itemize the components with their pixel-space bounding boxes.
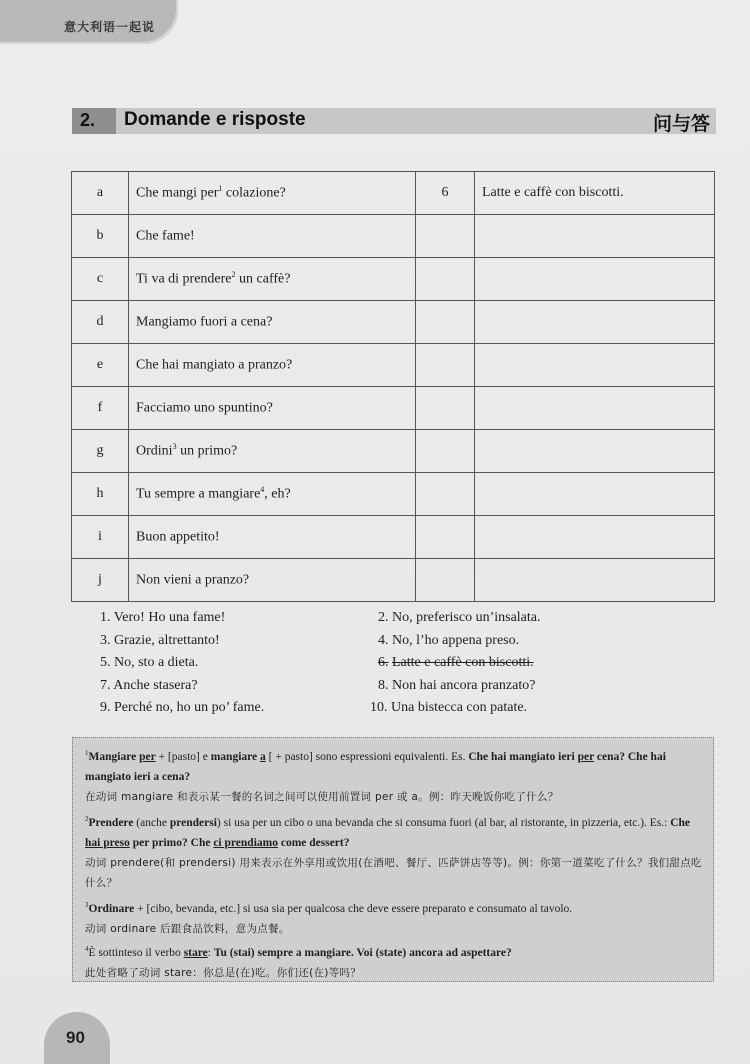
row-question: Mangiamo fuori a cena? <box>129 301 416 344</box>
row-answer-text[interactable] <box>475 430 715 473</box>
row-answer-number[interactable] <box>416 430 475 473</box>
answer-option: 9. Perché no, ho un po’ fame. <box>100 700 265 715</box>
question-answer-table <box>71 171 715 602</box>
row-letter: f <box>72 387 129 430</box>
running-header-tab <box>0 0 178 44</box>
row-answer-text[interactable] <box>475 344 715 387</box>
answer-option: 3. Grazie, altrettanto! <box>100 632 220 648</box>
answer-option: 7. Anche stasera? <box>100 677 198 693</box>
row-letter: e <box>72 344 129 387</box>
table-row <box>72 344 715 387</box>
row-answer-number[interactable] <box>416 215 475 258</box>
table-row <box>72 387 715 430</box>
answer-option: 10. Una bistecca con patate. <box>370 700 528 715</box>
section-title: Domande e risposte <box>124 109 306 130</box>
row-question: Facciamo uno spuntino? <box>129 387 416 430</box>
note-4-chinese: 此处省略了动词 stare：你总是(在)吃。你们还(在)等吗？ <box>85 966 362 979</box>
table-row <box>72 301 715 344</box>
note-1-chinese: 在动词 mangiare 和表示某一餐的名词之间可以使用前置词 per 或 a。例：昨天晚饭你吃了什么？ <box>85 790 559 803</box>
grammar-notes-box <box>72 737 714 982</box>
footnote-mark: 4 <box>260 485 265 495</box>
row-question: Buon appetito! <box>129 516 416 559</box>
row-answer-number[interactable]: 6 <box>416 172 475 215</box>
note-3: $^3$Ordinare + [cibo, bevanda, etc.] si usa sia per qualcosa che deve essere preparato e consumato al tavolo. 动词 ordinare 后跟食品饮料，意为点餐。 <box>85 895 705 939</box>
row-answer-number[interactable] <box>416 344 475 387</box>
answer-option: 5. No, sto a dieta. <box>100 655 199 670</box>
row-letter: j <box>72 559 129 602</box>
row-question: Che fame! <box>129 215 416 258</box>
row-question: Che hai mangiato a pranzo? <box>129 344 416 387</box>
answer-option: 4. No, l’ho appena preso. <box>378 632 520 648</box>
table-row <box>72 430 715 473</box>
row-letter: c <box>72 258 129 301</box>
row-question: Ti va di prendere$^2$ un caffè? <box>129 258 416 301</box>
note-4: $^4$È sottinteso il verbo stare: Tu (stai) sempre a mangiare. Voi (state) ancora ad aspettare? 此处省略了动词 stare：你总是(在)吃。你们还(在)等吗？ <box>85 939 705 983</box>
row-answer-number[interactable] <box>416 559 475 602</box>
answer-option: 6. Latte e caffè con biscotti. <box>378 655 534 670</box>
row-letter: d <box>72 301 129 344</box>
footnote-mark: 2 <box>231 270 236 280</box>
section-title-chinese: 问与答 <box>652 113 710 135</box>
row-answer-text[interactable] <box>475 258 715 301</box>
table-row <box>72 258 715 301</box>
row-question: Non vieni a pranzo? <box>129 559 416 602</box>
table-row <box>72 473 715 516</box>
row-answer-text[interactable]: Latte e caffè con biscotti. <box>475 172 715 215</box>
footnote-mark: 3 <box>172 442 177 452</box>
answer-option: 1. Vero! Ho una fame! <box>100 610 226 625</box>
table-row <box>72 172 715 215</box>
row-answer-number[interactable] <box>416 387 475 430</box>
note-3-chinese: 动词 ordinare 后跟食品饮料，意为点餐。 <box>85 922 290 935</box>
row-letter: g <box>72 430 129 473</box>
running-header-title: 意大利语一起说 <box>64 20 156 34</box>
footnote-mark: 1 <box>218 184 223 194</box>
row-answer-number[interactable] <box>416 258 475 301</box>
row-letter: h <box>72 473 129 516</box>
row-answer-number[interactable] <box>416 516 475 559</box>
row-letter: i <box>72 516 129 559</box>
row-question: Tu sempre a mangiare$^4$, eh? <box>129 473 416 516</box>
answer-option: 2. No, preferisco un’insalata. <box>378 610 541 625</box>
row-question: Che mangi per$^1$ colazione? <box>129 172 416 215</box>
table-row <box>72 516 715 559</box>
row-answer-number[interactable] <box>416 301 475 344</box>
page-number: 90 <box>66 1028 85 1047</box>
note-2: $^2$Prendere (anche prendersi) si usa per un cibo o una bevanda che si consuma fuori (al bar, al ristorante, in pizzeria, etc.). Es.: Che hai preso per primo? Che ci prendiamo come dessert? 动词 prendere(和 prendersi) 用来表示在外享用或饮用(在酒吧、餐厅、匹萨饼店等等)。例：你第一道菜吃了什么？我们甜点吃什么？ <box>85 809 705 893</box>
note-2-chinese: 动词 prendere(和 prendersi) 用来表示在外享用或饮用(在酒吧、餐厅、匹萨饼店等等)。例：你第一道菜吃了什么？我们甜点吃什么？ <box>85 856 702 889</box>
row-answer-text[interactable] <box>475 516 715 559</box>
table-row <box>72 215 715 258</box>
row-answer-text[interactable] <box>475 559 715 602</box>
answer-option: 8. Non hai ancora pranzato? <box>378 677 536 693</box>
row-letter: b <box>72 215 129 258</box>
row-answer-text[interactable] <box>475 301 715 344</box>
row-answer-text[interactable] <box>475 387 715 430</box>
section-number: 2. <box>80 110 96 130</box>
row-letter: a <box>72 172 129 215</box>
table-row <box>72 559 715 602</box>
row-question: Ordini$^3$ un primo? <box>129 430 416 473</box>
note-1: $^1$Mangiare per + [pasto] e mangiare a [ + pasto] sono espressioni equivalenti. Es. Che hai mangiato ieri per cena? Che hai mangiato ieri a cena? 在动词 mangiare 和表示某一餐的名词之间可以使用前置词 per 或 a。例：昨天晚饭你吃了什么？ <box>85 743 705 807</box>
row-answer-number[interactable] <box>416 473 475 516</box>
row-answer-text[interactable] <box>475 473 715 516</box>
row-answer-text[interactable] <box>475 215 715 258</box>
